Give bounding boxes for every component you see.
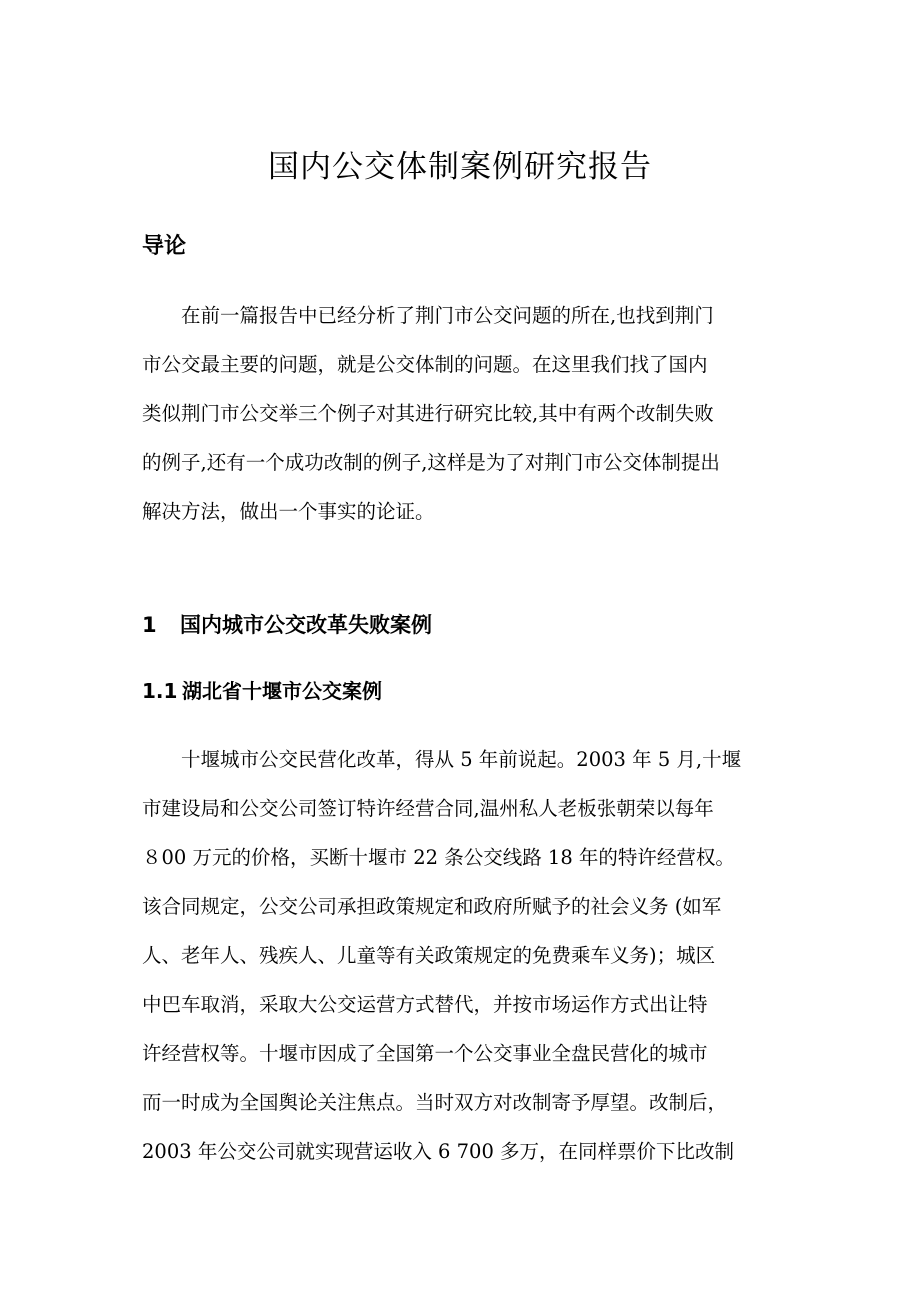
paragraph-line: 许经营权等。十堰市因成了全国第一个公交事业全盘民营化的城市	[142, 1042, 708, 1065]
paragraph-line: 的例子,还有一个成功改制的例子,这样是为了对荆门市公交体制提出	[142, 451, 720, 474]
intro-heading: 导论	[142, 234, 187, 259]
paragraph-line: 市公交最主要的问题，就是公交体制的问题。在这里我们找了国内	[142, 353, 708, 376]
paragraph-line: 解决方法，做出一个事实的论证。	[142, 500, 435, 523]
paragraph-line: 该合同规定，公交公司承担政策规定和政府所赋予的社会义务 (如军	[142, 895, 722, 918]
paragraph-line: 人、老年人、残疾人、儿童等有关政策规定的免费乘车义务)；城区	[142, 944, 716, 967]
paragraph-line: 2003 年公交公司就实现营运收入 6 700 多万，在同样票价下比改制	[142, 1140, 735, 1163]
paragraph-line: 中巴车取消，采取大公交运营方式替代，并按市场运作方式出让特	[142, 993, 708, 1016]
paragraph-line: 类似荆门市公交举三个例子对其进行研究比较,其中有两个改制失败	[142, 402, 714, 425]
subsection-title: 湖北省十堰市公交案例	[182, 679, 382, 703]
paragraph-line: 十堰城市公交民营化改革，得从 5 年前说起。2003 年 5 月,十堰	[142, 748, 742, 771]
paragraph-line: ８00 万元的价格，买断十堰市 22 条公交线路 18 年的特许经营权。	[142, 846, 735, 869]
section-1-1-paragraph	[142, 735, 782, 1176]
document-title: 国内公交体制案例研究报告	[268, 149, 652, 185]
subsection-number: 1.1	[142, 679, 178, 703]
section-1-heading	[142, 610, 432, 640]
section-title: 国内城市公交改革失败案例	[180, 613, 432, 637]
section-number: 1	[142, 613, 157, 637]
section-1-1-heading	[142, 676, 382, 706]
paragraph-line: 市建设局和公交公司签订特许经营合同,温州私人老板张朝荣以每年	[142, 797, 714, 820]
intro-paragraph	[142, 291, 782, 536]
paragraph-line: 在前一篇报告中已经分析了荆门市公交问题的所在,也找到荆门	[142, 304, 714, 327]
paragraph-line: 而一时成为全国舆论关注焦点。当时双方对改制寄予厚望。改制后，	[142, 1091, 728, 1114]
